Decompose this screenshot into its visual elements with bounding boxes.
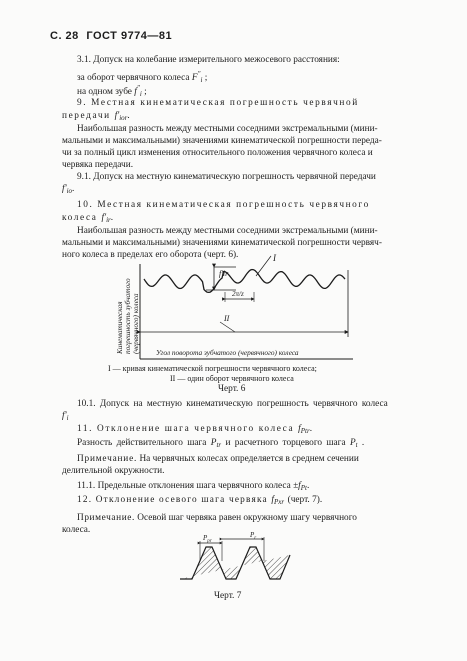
clause-11-1: 11.1. Предельные отклонения шага червячного колеса $\pm f_{Pt}$. — [77, 481, 310, 492]
clause-9-1: 9.1. Допуск на местную кинематическую погрешность червячной передачи — [77, 172, 376, 182]
span-II-label: II — [224, 314, 230, 323]
kinematic-error-curve — [144, 270, 345, 293]
clause-12-title: 12. Отклонение осевого шага червяка $f_{Pxr}$ (черт. 7). — [77, 495, 323, 506]
y-axis-label — [115, 278, 140, 355]
clause-9-title-2: передачи $f'_{ior}$. — [62, 111, 132, 122]
clause-9-def-1: Наибольшая разность между местными соседними экстремальными (мини- — [77, 124, 378, 134]
clause-9-def-4: червяка передачи. — [62, 160, 134, 170]
svg-text:(червячного) колеса: (червячного) колеса — [131, 293, 140, 354]
clause-10-1: 10.1. Допуск на местную кинематическую погрешность червячного колеса — [77, 399, 388, 409]
x-axis-label: Угол поворота зубчатого (червячного) колеса — [156, 348, 299, 357]
worm-thread-profile — [180, 547, 290, 579]
clause-11-title: 11. Отклонение шага червячного колеса $f_{Ptr}$. — [77, 424, 314, 435]
figure-6-legend-1: I — кривая кинематической погрешности червячного колеса; — [108, 364, 317, 373]
note-2-line-1: Примечание. Осевой шаг червяка равен окружному шагу червячного — [77, 513, 357, 523]
page-number: С. 28 — [50, 30, 79, 42]
clause-9-1-sym: $f'_{io}$. — [62, 184, 75, 195]
label-ppr: $P_{pr}$ — [203, 534, 212, 544]
clause-10-title: 10. Местная кинематическая погрешность червячного — [77, 200, 370, 210]
fir-label: f'ir — [219, 269, 229, 278]
clause-10-def-3: ного колеса в пределах его оборота (черт. 6). — [62, 250, 239, 260]
figure-6-caption: Черт. 6 — [218, 384, 246, 394]
figure-6-legend-2: II — один оборот червячного колеса — [170, 374, 294, 383]
figure-7-diagram — [178, 531, 298, 587]
clause-10-def-1: Наибольшая разность между местными соседними экстремальными (мини- — [77, 226, 378, 236]
clause-9-title: 9. Местная кинематическая погрешность червячной — [77, 98, 359, 108]
clause-3-1-b: на одном зубе $f^"_i$ ; — [77, 84, 147, 98]
note-1-line-2: делительной окружности. — [62, 466, 165, 476]
clause-3-1: 3.1. Допуск на колебание измерительного межосевого расстояния: — [77, 55, 340, 65]
label-p: $P_r$ — [250, 531, 257, 541]
clause-11-def: Разность действительного шага $P_{tr}$ и расчетного торцевого шага $P_t$ . — [77, 438, 365, 449]
clause-3-1-a: за оборот червячного колеса $F^"_i$ ; — [77, 70, 208, 84]
svg-text:погрешность зубчатого: погрешность зубчатого — [123, 278, 132, 354]
clause-10-1-sym: $f'_i$ — [62, 411, 69, 422]
clause-9-def-3: чи за полный цикл изменения относительного положения червячного колеса и — [62, 148, 373, 158]
curve-I-leader — [256, 256, 271, 276]
figure-7-caption: Черт. 7 — [214, 591, 242, 601]
clause-9-def-2: мальными и максимальными) значениями кинематической погрешности переда- — [62, 136, 382, 146]
period-label: 2π/z — [232, 290, 244, 298]
curve-I-label: I — [273, 253, 276, 263]
note-2-line-2: колеса. — [62, 525, 91, 535]
page-header — [50, 30, 172, 42]
standard-number: ГОСТ 9774—81 — [86, 30, 173, 42]
clause-10-title-2: колеса $f'_{ir}$. — [62, 213, 115, 224]
clause-10-def-2: мальными и максимальными) значениями кинематической погрешности червяч- — [62, 238, 382, 248]
svg-text:Кинематическая: Кинематическая — [115, 301, 124, 354]
note-1-line-1: Примечание. На червячных колесах определяется в среднем сечении — [77, 454, 359, 464]
